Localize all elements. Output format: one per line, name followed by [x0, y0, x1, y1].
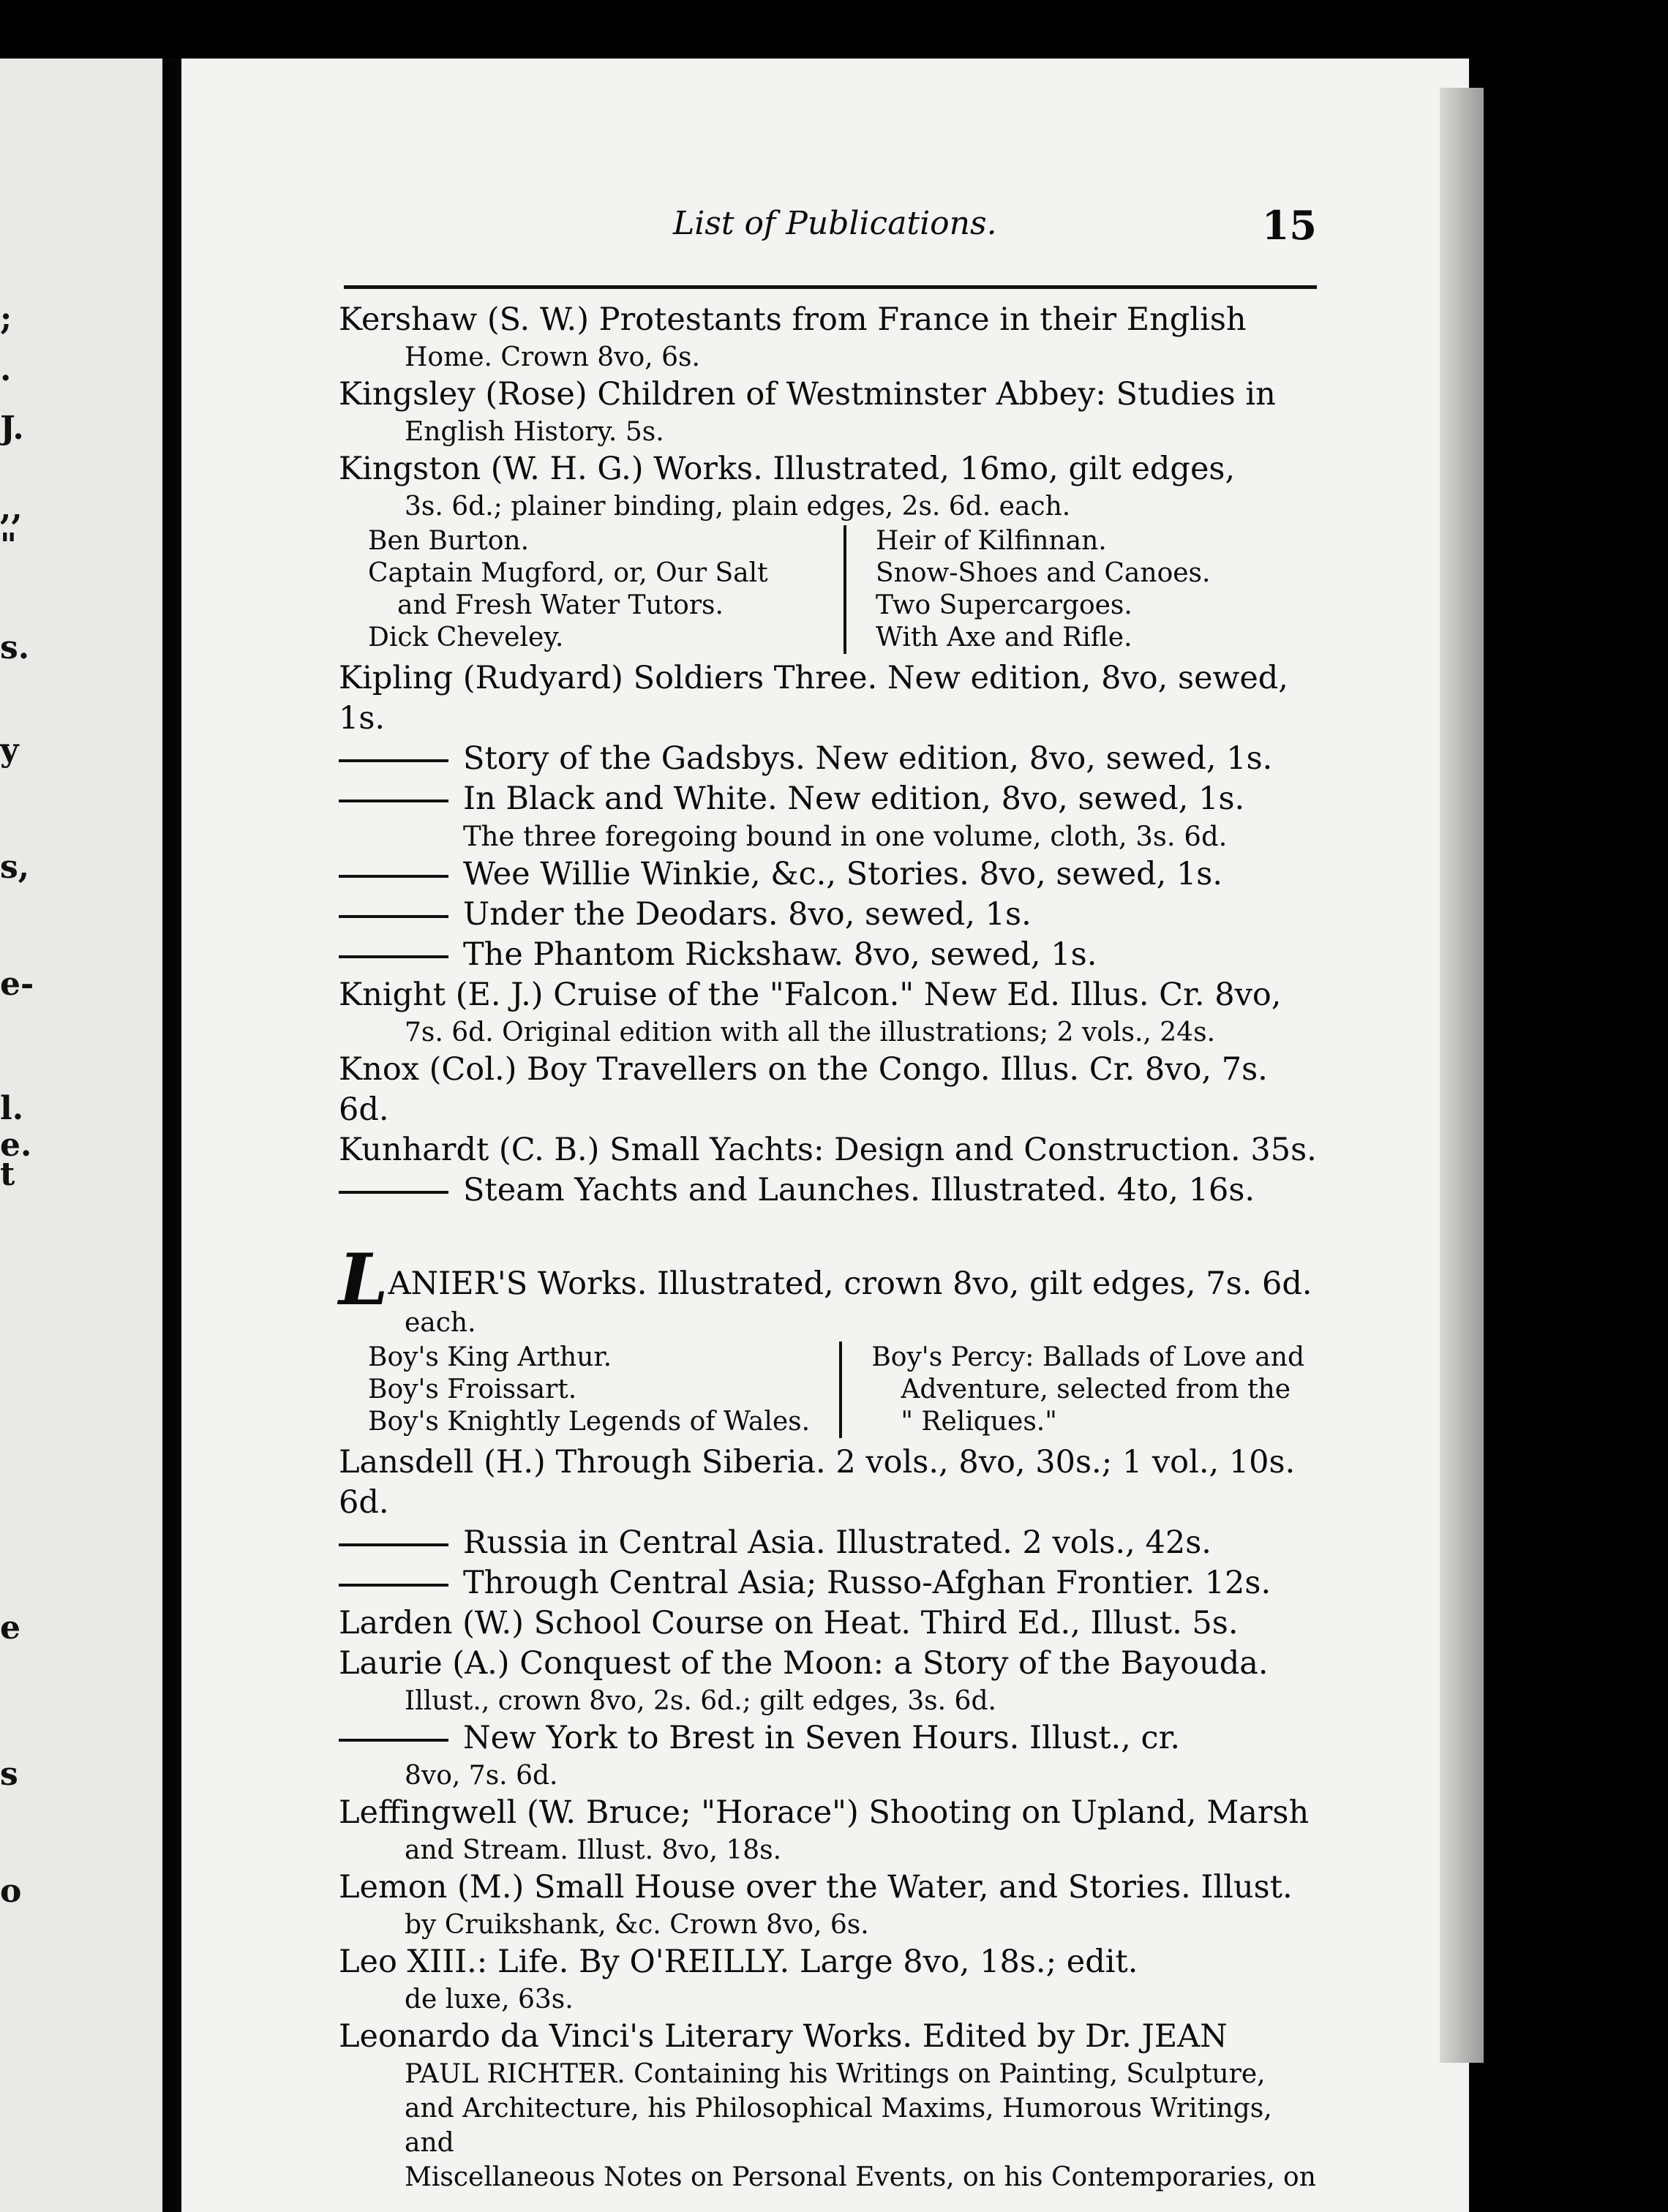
entry-knox: [339, 1050, 1319, 1130]
left-fragment: J.: [0, 410, 24, 447]
sub-entry: In Black and White. New edition, 8vo, sewed, 1s.: [339, 779, 1319, 819]
entry-cont: and Architecture, his Philosophical Maxims, Humorous Writings, and: [405, 2094, 1272, 2158]
work-title: " Reliques.": [901, 1407, 1057, 1437]
left-page-edge: [0, 59, 162, 2212]
sub-entry: Steam Yachts and Launches. Illustrated. 4to, 16s.: [339, 1170, 1319, 1211]
entry-kingsley: [339, 375, 1319, 449]
ditto-dash: [339, 800, 448, 802]
entry-kipling: [339, 658, 1319, 975]
entry-cont: 8vo, 7s. 6d.: [405, 1761, 558, 1791]
work-title: Captain Mugford, or, Our Salt: [368, 558, 768, 588]
ditto-dash: [339, 875, 448, 878]
entry-title: Kipling (Rudyard) Soldiers Three. New edition, 8vo, sewed, 1s.: [339, 660, 1288, 737]
entry-kingston: [339, 449, 1319, 524]
left-fragment: ": [0, 527, 17, 564]
drop-cap: L: [339, 1238, 388, 1321]
entry-title: Kingston (W. H. G.) Works. Illustrated, 16mo, gilt edges,: [339, 451, 1236, 487]
work-title: Snow-Shoes and Canoes.: [876, 558, 1211, 588]
entry-kershaw: [339, 300, 1319, 375]
entry-cont: 3s. 6d.; plainer binding, plain edges, 2s. 6d. each.: [405, 492, 1071, 522]
entry-cont: by Cruikshank, &c. Crown 8vo, 6s.: [405, 1910, 869, 1940]
entry-cont: 7s. 6d. Original edition with all the illustrations; 2 vols., 24s.: [405, 1017, 1216, 1047]
entry-laurie: [339, 1644, 1319, 1793]
sub-entry: Story of the Gadsbys. New edition, 8vo, sewed, 1s.: [339, 739, 1319, 779]
entry-title: Kingsley (Rose) Children of Westminster Abbey: Studies in: [339, 376, 1276, 413]
ditto-dash: [339, 915, 448, 918]
entry-kunhardt: [339, 1130, 1319, 1211]
entry-cont: Illust., crown 8vo, 2s. 6d.; gilt edges, 3s. 6d.: [405, 1686, 996, 1716]
entry-title: Kunhardt (C. B.) Small Yachts: Design and Construction. 35s.: [339, 1132, 1317, 1168]
entry-larden: [339, 1603, 1319, 1644]
sub-entry: Wee Willie Winkie, &c., Stories. 8vo, sewed, 1s.: [339, 854, 1319, 895]
sub-entry: The Phantom Rickshaw. 8vo, sewed, 1s.: [339, 935, 1319, 975]
left-fragment: s.: [0, 629, 30, 666]
entry-leonardo: [339, 2017, 1319, 2194]
entry-title: Laurie (A.) Conquest of the Moon: a Story of the Bayouda.: [339, 1645, 1269, 1682]
work-title: Boy's Froissart.: [368, 1374, 577, 1404]
left-fragment: .: [0, 351, 12, 388]
entry-title: Leffingwell (W. Bruce; "Horace") Shooting on Upland, Marsh: [339, 1794, 1310, 1831]
entry-leo: [339, 1942, 1319, 2017]
entry-lansdell: [339, 1442, 1319, 1603]
running-title: List of Publications.: [673, 205, 997, 242]
entry-knight: [339, 975, 1319, 1050]
ditto-dash: [339, 1543, 448, 1546]
header-rule: [344, 285, 1317, 289]
works-left-column: [368, 525, 844, 654]
entry-note: The three foregoing bound in one volume, cloth, 3s. 6d.: [463, 821, 1228, 852]
work-title: and Fresh Water Tutors.: [397, 590, 724, 620]
book-gutter: [162, 59, 181, 2212]
entry-cont: and Stream. Illust. 8vo, 18s.: [405, 1835, 782, 1865]
left-fragment: s,: [0, 849, 30, 886]
work-title: Heir of Kilfinnan.: [876, 526, 1107, 556]
ditto-dash: [339, 955, 448, 958]
entry-title: Leonardo da Vinci's Literary Works. Edited by Dr. JEAN: [339, 2018, 1228, 2055]
work-title: Adventure, selected from the: [901, 1374, 1291, 1404]
entry-title: Lansdell (H.) Through Siberia. 2 vols., 8vo, 30s.; 1 vol., 10s. 6d.: [339, 1444, 1296, 1521]
sub-entry: New York to Brest in Seven Hours. Illust., cr.: [339, 1718, 1319, 1758]
publication-list: [339, 300, 1319, 2194]
running-header: [337, 161, 1317, 249]
works-right-column: [839, 1342, 1319, 1438]
entry-lemon: [339, 1867, 1319, 1942]
work-title: With Axe and Rifle.: [876, 622, 1132, 652]
left-fragment: l.: [0, 1090, 24, 1127]
work-title: Boy's Percy: Ballads of Love and: [871, 1342, 1304, 1372]
work-title: Boy's Knightly Legends of Wales.: [368, 1407, 811, 1437]
entry-title: Larden (W.) School Course on Heat. Third Ed., Illust. 5s.: [339, 1605, 1239, 1641]
work-title: Ben Burton.: [368, 526, 530, 556]
entry-cont: de luxe, 63s.: [405, 1985, 574, 2014]
entry-title: Knox (Col.) Boy Travellers on the Congo. Illus. Cr. 8vo, 7s. 6d.: [339, 1051, 1268, 1128]
entry-cont: Miscellaneous Notes on Personal Events, on his Contemporaries, on: [405, 2162, 1316, 2192]
work-title: Boy's King Arthur.: [368, 1342, 612, 1372]
section-gap: [339, 1211, 1319, 1254]
ditto-dash: [339, 1191, 448, 1194]
left-fragment: ;: [0, 300, 12, 337]
ditto-dash: [339, 1584, 448, 1587]
kingston-works-list: [339, 525, 1319, 654]
sub-entry: Russia in Central Asia. Illustrated. 2 vols., 42s.: [339, 1523, 1319, 1563]
left-fragment: ,,: [0, 490, 23, 527]
entry-cont: each.: [405, 1308, 476, 1338]
left-fragment: e.: [0, 1126, 32, 1164]
ditto-dash: [339, 1739, 448, 1742]
left-fragment: y: [0, 731, 19, 769]
page-number: 15: [1261, 202, 1317, 249]
entry-cont: PAUL RICHTER. Containing his Writings on Painting, Sculpture,: [405, 2059, 1266, 2089]
page-edge: [1440, 88, 1484, 2063]
entry-lanier: [339, 1238, 1319, 1340]
left-fragment: o: [0, 1873, 22, 1910]
left-fragment: t: [0, 1156, 15, 1193]
ditto-dash: [339, 759, 448, 762]
work-title: Two Supercargoes.: [876, 590, 1132, 620]
works-left-column: [368, 1342, 839, 1438]
sub-entry: Through Central Asia; Russo-Afghan Frontier. 12s.: [339, 1563, 1319, 1603]
entry-title: Knight (E. J.) Cruise of the "Falcon." New Ed. Illus. Cr. 8vo,: [339, 977, 1282, 1013]
entry-title: LANIER'S Works. Illustrated, crown 8vo, gilt edges, 7s. 6d.: [339, 1238, 1312, 1321]
entry-title: Leo XIII.: Life. By O'REILLY. Large 8vo, 18s.; edit.: [339, 1944, 1138, 1980]
left-fragment: e-: [0, 966, 34, 1003]
works-right-column: [844, 525, 1319, 654]
entry-leffingwell: [339, 1793, 1319, 1867]
work-title: Dick Cheveley.: [368, 622, 564, 652]
left-fragment: s: [0, 1756, 18, 1793]
entry-title: Lemon (M.) Small House over the Water, and Stories. Illust.: [339, 1869, 1293, 1906]
lanier-works-list: [339, 1342, 1319, 1438]
entry-cont: English History. 5s.: [405, 417, 664, 447]
left-fragment: e: [0, 1609, 20, 1647]
entry-title: Kershaw (S. W.) Protestants from France in their English: [339, 301, 1247, 338]
sub-entry: Under the Deodars. 8vo, sewed, 1s.: [339, 895, 1319, 935]
entry-cont: Home. Crown 8vo, 6s.: [405, 342, 700, 372]
